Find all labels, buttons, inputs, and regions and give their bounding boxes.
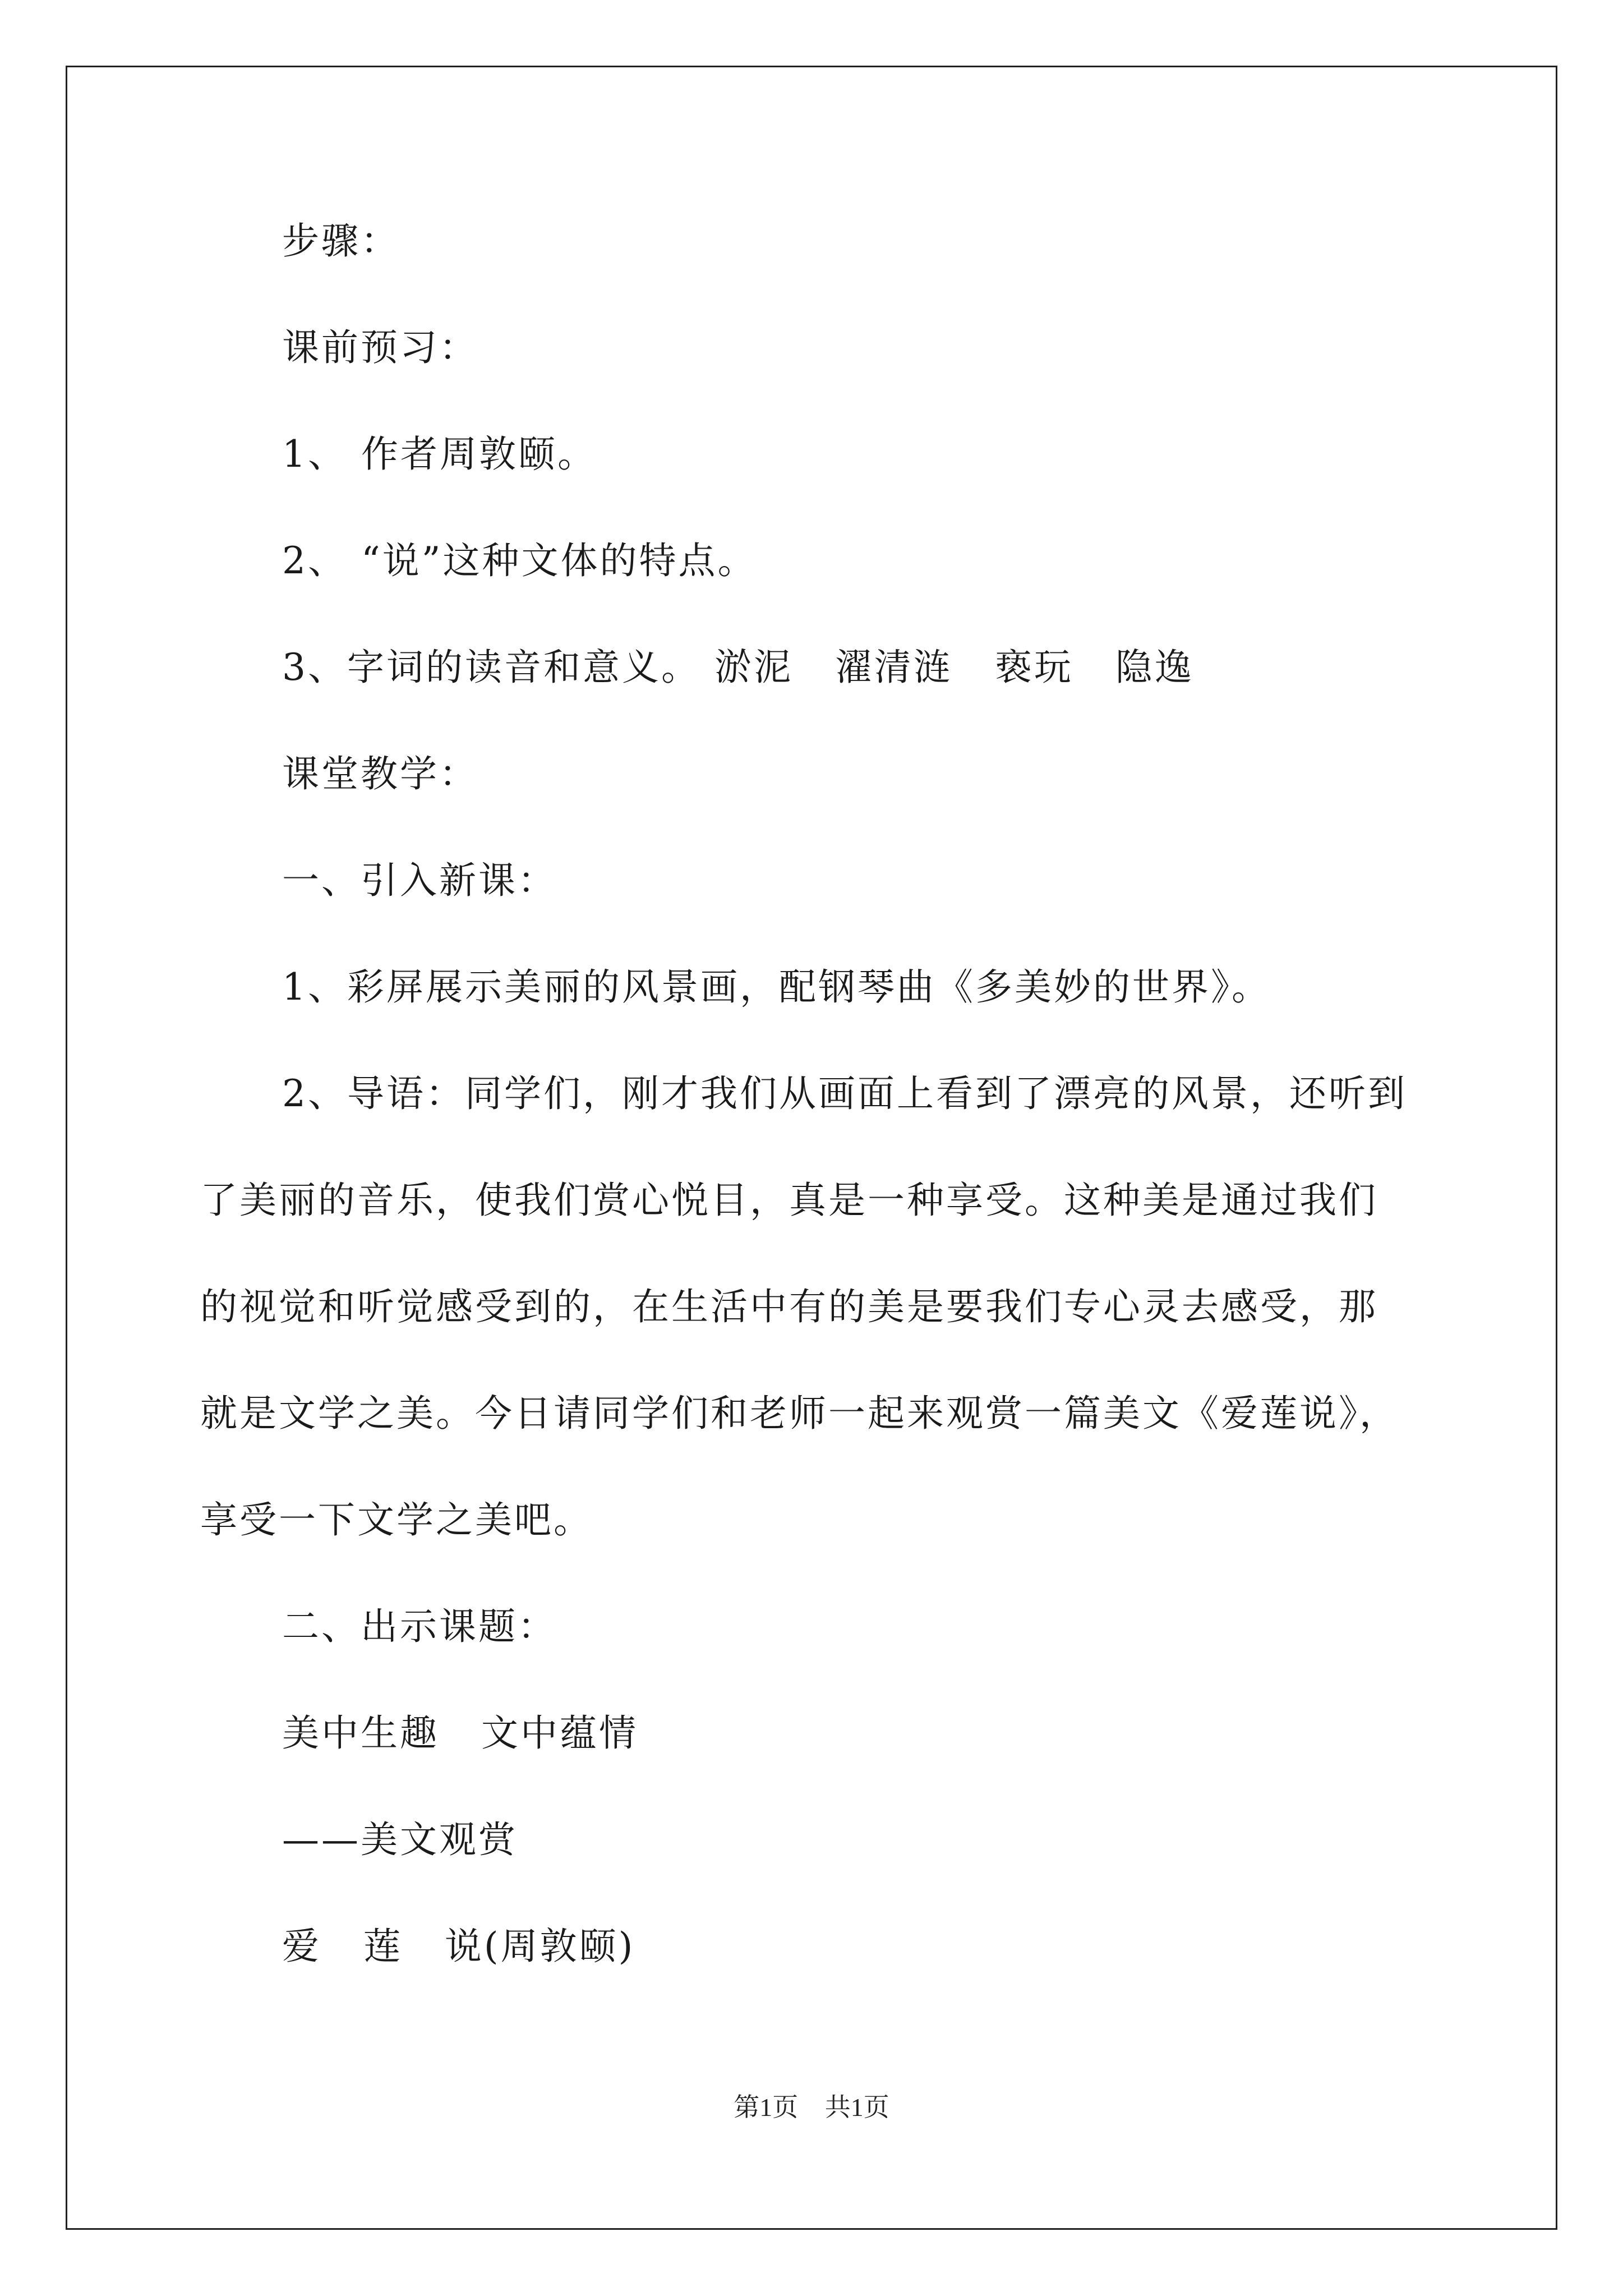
text-line: 2、导语：同学们，刚才我们从画面上看到了漂亮的风景，还听到 (282, 1072, 1407, 1115)
text-line: 课前预习： (282, 326, 478, 369)
text-line: 步骤： (282, 219, 400, 263)
text-line: 一、引入新课： (282, 859, 557, 902)
text-line: 爱 莲 说(周敦颐) (282, 1925, 635, 1968)
page-number-current: 第1页 (734, 2093, 799, 2122)
page-number-total: 共1页 (824, 2093, 889, 2122)
text-line: 二、出示课题： (282, 1605, 557, 1648)
text-line: 3、字词的读音和意义。 淤泥 濯清涟 亵玩 隐逸 (282, 646, 1194, 689)
text-line: ——美文观赏 (282, 1818, 518, 1861)
text-line: 美中生趣 文中蕴情 (282, 1711, 638, 1755)
text-line: 就是文学之美。今日请同学们和老师一起来观赏一篇美文《爱莲说》， (200, 1392, 1399, 1435)
text-line: 2、 “说”这种文体的特点。 (282, 539, 757, 582)
text-line: 1、 作者周敦颐。 (282, 432, 597, 476)
text-line: 课堂教学： (282, 752, 478, 795)
page-border (66, 66, 1557, 2230)
text-line: 了美丽的音乐，使我们赏心悦目，真是一种享受。这种美是通过我们 (200, 1179, 1378, 1222)
text-line: 享受一下文学之美吧。 (200, 1498, 593, 1542)
text-line: 的视觉和听觉感受到的，在生活中有的美是要我们专心灵去感受，那 (200, 1285, 1378, 1328)
text-line: 1、彩屏展示美丽的风景画，配钢琴曲《多美妙的世界》。 (282, 965, 1271, 1009)
page-footer (0, 2087, 1623, 2124)
